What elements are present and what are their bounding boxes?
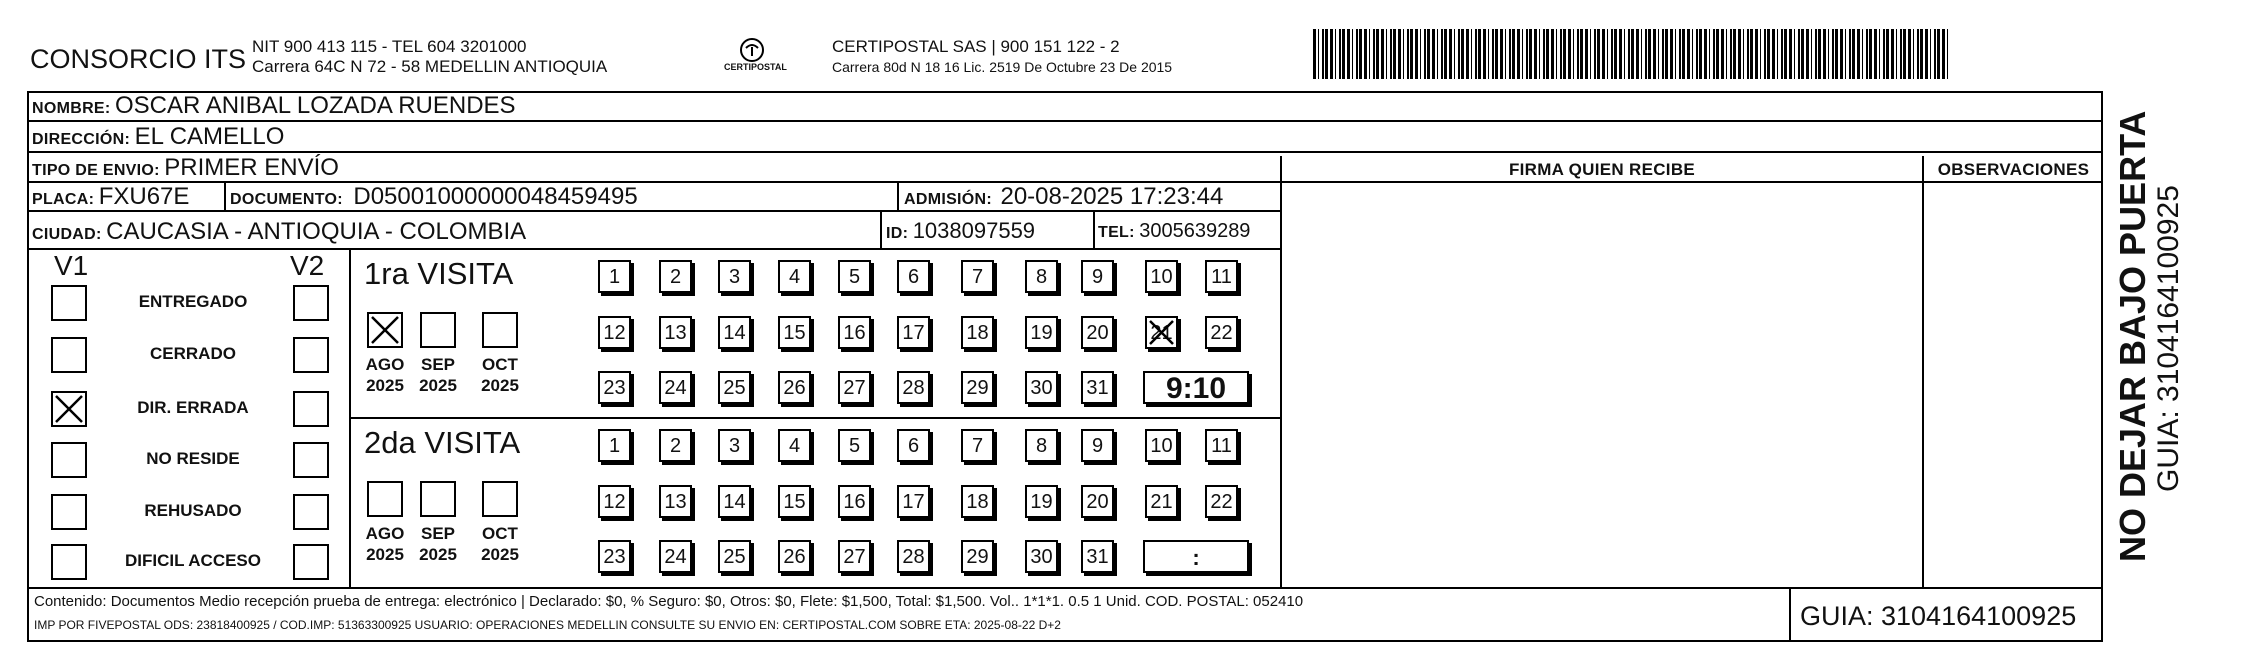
nombre-value: OSCAR ANIBAL LOZADA RUENDES xyxy=(115,92,516,119)
observaciones-header: OBSERVACIONES xyxy=(1937,160,2090,179)
day-box[interactable]: 15 xyxy=(778,316,811,349)
tipo-label: TIPO DE ENVIO: xyxy=(32,162,160,179)
day-box[interactable]: 24 xyxy=(659,371,692,404)
v2-checkbox[interactable] xyxy=(293,442,329,478)
footer-contenido: Contenido: Documentos Medio recepción prueba de entrega: electrónico | Declarado: $0, % Seguro: $0, Otros: $0, Flete: $1,500, Total: $1,500. Vol.. 1*1*1. 0.5 1 Unid. COD. POSTAL: 052410 xyxy=(34,593,1304,610)
status-option-label: ENTREGADO xyxy=(138,292,248,311)
day-box[interactable]: 5 xyxy=(838,429,871,462)
day-box[interactable]: 29 xyxy=(961,540,994,573)
v1-checkbox[interactable] xyxy=(51,285,87,321)
id-value: 1038097559 xyxy=(912,218,1036,243)
day-box[interactable]: 11 xyxy=(1205,429,1238,462)
day-box[interactable]: 18 xyxy=(961,316,994,349)
day-box[interactable]: 28 xyxy=(897,540,930,573)
admision-label: ADMISIÓN: xyxy=(904,191,993,208)
tel-cell xyxy=(1098,220,1250,243)
month-checkbox[interactable] xyxy=(367,312,403,348)
time-box[interactable]: 9:10 xyxy=(1143,371,1249,404)
day-box[interactable]: 12 xyxy=(598,316,631,349)
day-box[interactable]: 10 xyxy=(1145,429,1178,462)
v1-checkbox[interactable] xyxy=(51,442,87,478)
status-option-label: REHUSADO xyxy=(144,501,242,520)
month-name: OCT xyxy=(482,524,518,543)
month-year: 2025 xyxy=(419,545,457,564)
v1-checkbox[interactable] xyxy=(51,391,87,427)
day-box[interactable]: 29 xyxy=(961,371,994,404)
firma-header: FIRMA QUIEN RECIBE xyxy=(1508,160,1696,179)
month-name: AGO xyxy=(365,355,405,374)
tel-label: TEL: xyxy=(1098,224,1135,241)
day-box[interactable]: 27 xyxy=(838,371,871,404)
day-box[interactable]: 20 xyxy=(1081,316,1114,349)
day-box[interactable]: 8 xyxy=(1025,429,1058,462)
day-box[interactable]: 22 xyxy=(1205,316,1238,349)
month-checkbox[interactable] xyxy=(420,481,456,517)
day-box[interactable]: 2 xyxy=(659,260,692,293)
direccion-label: DIRECCIÓN: xyxy=(32,131,131,148)
day-box[interactable]: 7 xyxy=(961,260,994,293)
day-box[interactable]: 26 xyxy=(778,371,811,404)
day-box[interactable]: 24 xyxy=(659,540,692,573)
ciudad-label: CIUDAD: xyxy=(32,226,102,243)
month-checkbox[interactable] xyxy=(367,481,403,517)
status-option-label: DIR. ERRADA xyxy=(137,398,249,417)
month-year: 2025 xyxy=(366,376,404,395)
day-box[interactable]: 3 xyxy=(718,260,751,293)
day-box[interactable]: 10 xyxy=(1145,260,1178,293)
side-warning: NO DEJAR BAJO PUERTA xyxy=(2112,110,2153,562)
v2-checkbox[interactable] xyxy=(293,391,329,427)
month-year: 2025 xyxy=(481,376,519,395)
day-box[interactable]: 13 xyxy=(659,316,692,349)
nit-line: NIT 900 413 115 - TEL 604 3201000 xyxy=(252,37,527,56)
footer-guia: GUIA: 3104164100925 xyxy=(1800,601,2077,631)
day-box[interactable]: 31 xyxy=(1081,540,1114,573)
day-box[interactable]: 13 xyxy=(659,485,692,518)
visit-title: 2da VISITA xyxy=(364,425,521,460)
month-name: OCT xyxy=(482,355,518,374)
barcode xyxy=(1313,29,1951,79)
day-box[interactable]: 9 xyxy=(1081,429,1114,462)
day-box[interactable]: 6 xyxy=(897,429,930,462)
day-box[interactable]: 8 xyxy=(1025,260,1058,293)
admision-cell xyxy=(904,183,1223,211)
nombre-row xyxy=(32,92,516,120)
month-year: 2025 xyxy=(366,545,404,564)
cross-mark-icon xyxy=(369,314,401,351)
logo-text: CERTIPOSTAL xyxy=(724,62,787,72)
side-guia: GUIA: 3104164100925 xyxy=(2152,185,2185,492)
day-box[interactable]: 6 xyxy=(897,260,930,293)
month-label xyxy=(408,354,468,396)
day-box[interactable]: 17 xyxy=(897,316,930,349)
observaciones-area[interactable] xyxy=(1924,181,2103,587)
day-box[interactable]: 16 xyxy=(838,485,871,518)
month-label xyxy=(355,354,415,396)
day-box[interactable]: 3 xyxy=(718,429,751,462)
day-box[interactable]: 27 xyxy=(838,540,871,573)
v1-checkbox[interactable] xyxy=(51,544,87,580)
day-box[interactable]: 4 xyxy=(778,429,811,462)
day-box[interactable]: 1 xyxy=(598,260,631,293)
placa-label: PLACA: xyxy=(32,191,95,208)
day-box[interactable]: 7 xyxy=(961,429,994,462)
documento-value: D05001000000048459495 xyxy=(353,183,638,210)
day-box[interactable]: 30 xyxy=(1025,371,1058,404)
day-box[interactable]: 9 xyxy=(1081,260,1114,293)
firma-area[interactable] xyxy=(1282,181,1922,587)
day-box[interactable]: 23 xyxy=(598,540,631,573)
v2-label: V2 xyxy=(290,250,325,281)
day-box[interactable]: 11 xyxy=(1205,260,1238,293)
day-box[interactable]: 21 xyxy=(1145,316,1178,349)
day-box[interactable]: 19 xyxy=(1025,316,1058,349)
certipostal-logo xyxy=(722,34,782,84)
day-box[interactable]: 16 xyxy=(838,316,871,349)
v2-checkbox[interactable] xyxy=(293,494,329,530)
month-name: SEP xyxy=(420,524,456,543)
company-name: CONSORCIO ITS xyxy=(30,44,247,74)
cross-mark-icon xyxy=(1147,318,1176,356)
day-box[interactable]: 26 xyxy=(778,540,811,573)
ciudad-value: CAUCASIA - ANTIOQUIA - COLOMBIA xyxy=(106,218,527,245)
day-box[interactable]: 14 xyxy=(718,485,751,518)
direccion-row xyxy=(32,123,284,151)
day-box[interactable]: 12 xyxy=(598,485,631,518)
month-checkbox[interactable] xyxy=(420,312,456,348)
license-line: Carrera 80d N 18 16 Lic. 2519 De Octubre 23 De 2015 xyxy=(832,59,1173,75)
month-year: 2025 xyxy=(481,545,519,564)
status-option-label: DIFICIL ACCESO xyxy=(124,551,261,570)
v2-checkbox[interactable] xyxy=(293,285,329,321)
month-year: 2025 xyxy=(419,376,457,395)
v2-checkbox[interactable] xyxy=(293,544,329,580)
day-box[interactable]: 23 xyxy=(598,371,631,404)
day-box[interactable]: 1 xyxy=(598,429,631,462)
documento-label: DOCUMENTO: xyxy=(230,191,343,208)
nombre-label: NOMBRE: xyxy=(32,100,111,117)
day-box[interactable]: 18 xyxy=(961,485,994,518)
day-box[interactable]: 15 xyxy=(778,485,811,518)
visit-title: 1ra VISITA xyxy=(364,256,514,291)
day-box[interactable]: 30 xyxy=(1025,540,1058,573)
month-label xyxy=(355,523,415,565)
day-box[interactable]: 5 xyxy=(838,260,871,293)
month-label xyxy=(470,523,530,565)
month-name: AGO xyxy=(365,524,405,543)
cross-mark-icon xyxy=(53,393,85,430)
day-box[interactable]: 25 xyxy=(718,371,751,404)
day-box[interactable]: 14 xyxy=(718,316,751,349)
day-box[interactable]: 17 xyxy=(897,485,930,518)
v1-label: V1 xyxy=(54,250,89,281)
day-box[interactable]: 21 xyxy=(1145,485,1178,518)
day-box[interactable]: 25 xyxy=(718,540,751,573)
day-box[interactable]: 22 xyxy=(1205,485,1238,518)
month-checkbox[interactable] xyxy=(482,312,518,348)
direccion-value: EL CAMELLO xyxy=(134,123,285,150)
day-box[interactable]: 4 xyxy=(778,260,811,293)
status-option-label: NO RESIDE xyxy=(146,449,240,468)
footer-imp-line: IMP POR FIVEPOSTAL ODS: 23818400925 / COD.IMP: 51363300925 USUARIO: OPERACIONES MEDELLIN CONSULTE SU ENVIO EN: CERTIPOSTAL.COM SOBRE ETA: 2025-08-22 D+2 xyxy=(34,618,1061,632)
v1-checkbox[interactable] xyxy=(51,494,87,530)
day-box[interactable]: 19 xyxy=(1025,485,1058,518)
ciudad-cell xyxy=(32,218,526,246)
id-label: ID: xyxy=(886,225,909,242)
address-line: Carrera 64C N 72 - 58 MEDELLIN ANTIOQUIA xyxy=(252,57,608,76)
day-box[interactable]: 31 xyxy=(1081,371,1114,404)
documento-cell xyxy=(230,183,638,211)
day-box[interactable]: 2 xyxy=(659,429,692,462)
placa-value: FXU67E xyxy=(98,183,190,210)
day-box[interactable]: 28 xyxy=(897,371,930,404)
month-checkbox[interactable] xyxy=(482,481,518,517)
id-cell xyxy=(886,218,1035,244)
tipo-row xyxy=(32,154,339,182)
month-label xyxy=(470,354,530,396)
month-name: SEP xyxy=(420,355,456,374)
time-box[interactable]: : xyxy=(1143,540,1249,573)
tipo-value: PRIMER ENVÍO xyxy=(164,154,339,181)
placa-cell xyxy=(32,183,189,211)
v2-checkbox[interactable] xyxy=(293,337,329,373)
day-box[interactable]: 20 xyxy=(1081,485,1114,518)
v1-checkbox[interactable] xyxy=(51,337,87,373)
certipostal-line: CERTIPOSTAL SAS | 900 151 122 - 2 xyxy=(832,37,1120,56)
tel-value: 3005639289 xyxy=(1139,220,1251,242)
admision-value: 20-08-2025 17:23:44 xyxy=(1000,183,1224,210)
status-option-label: CERRADO xyxy=(150,344,236,363)
month-label xyxy=(408,523,468,565)
